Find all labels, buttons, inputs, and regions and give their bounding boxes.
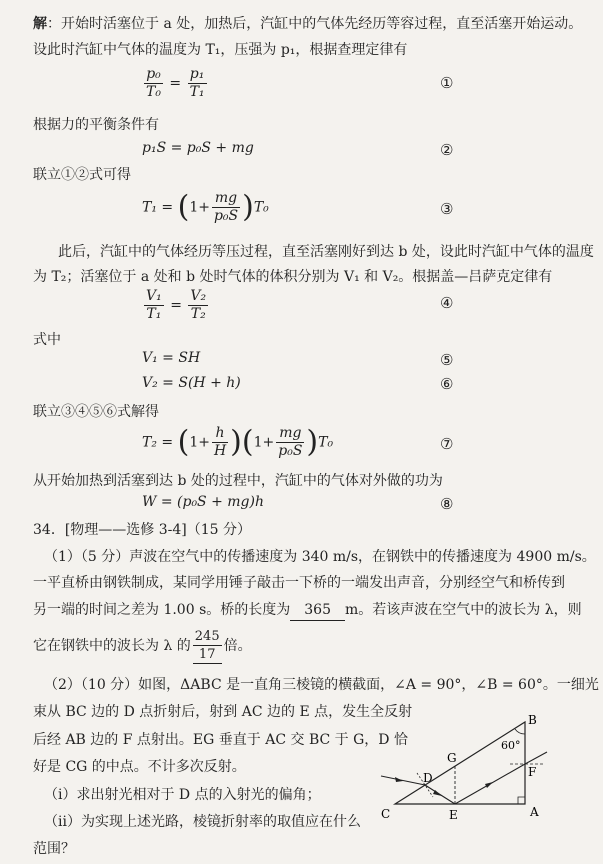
solution-line-7: 式中 [33,332,61,348]
eq4-den-left: T₁ [146,306,162,322]
problem34-part2-line1: （2）（10 分）如图，ΔABC 是一直角三棱镜的横截面，∠A = 90°，∠B = 60°。一细光 [44,677,599,693]
eq3-num: mg [212,190,240,208]
incident-arrow [395,777,403,782]
solution-line-8: 联立③④⑤⑥式解得 [33,404,159,420]
equation-3: T₁ = (1+ $\frac{mg}{\text{p₀S}}$ )T₀ [142,189,269,225]
eq7-num-2: mg [276,425,304,443]
problem34-part1-line2: 一平直桥由钢铁制成，某同学用锤子敲击一下桥的一端发出声音，分别经空气和桥传到 [33,575,565,591]
right-angle-mark [518,797,525,804]
prism-figure [375,712,575,827]
eq3-lhs: T₁ = [142,199,174,216]
angle-b-arc [515,729,525,734]
eq4-mark: ④ [440,294,454,312]
problem34-part2-line4: 好是 CG 的中点。不计多次反射。 [33,759,246,775]
label-d: D [423,771,433,785]
equation-7: T₂ = (1+ $\frac{h}{H}$ )(1+ $\frac{mg}{\text{p₀S}}$ )T₀ [142,424,334,460]
eq6-mark: ⑥ [440,375,454,393]
eq7-den-1: H [213,443,227,459]
eq1-equals: = [169,75,182,92]
label-angle-b: 60° [501,739,521,752]
problem34-part2-line3: 后经 AB 边的 F 点射出。EG 垂直于 AC 交 BC 于 G，D 恰 [33,732,408,748]
solution-line-1-text: ：开始时活塞位于 a 处，加热后，汽缸中的气体先经历等容过程，直至活塞开始运动。 [47,16,583,32]
problem34-question-ii-cont: 范围？ [33,841,75,857]
equation-8: W = (p₀S + mg)h [142,494,264,510]
eq7-one-1: 1+ [189,434,210,451]
answer-ratio-den: 17 [193,646,222,664]
problem34-heading: 34．[物理——选修 3-4]（15 分） [33,522,251,538]
eq7-num-1: h [212,425,228,443]
solution-line-5: 此后，汽缸中的气体经历等压过程，直至活塞刚好到达 b 处，设此时汽缸中气体的温度 [58,244,594,260]
eq4-den-right: T₂ [190,306,206,322]
label-c: C [381,807,391,821]
answer-ratio-num: 245 [194,629,220,644]
equation-1 [142,66,209,101]
ray-e-f-arrow [485,782,493,788]
solution-line-9: 从开始加热到活塞到达 b 处的过程中，汽缸中的气体对外做的功为 [33,473,443,489]
problem34-part1-line4 [33,628,252,664]
eq1-den-right: T₁ [189,84,205,100]
eq1-num-left: p₀ [144,66,163,84]
eq4-num-right: V₂ [190,288,207,304]
label-e: E [449,808,458,822]
eq3-tail: T₀ [253,199,269,216]
eq2-mark: ② [440,141,454,159]
eq1-den-left: T₀ [146,84,161,100]
solution-line-2: 设此时汽缸中气体的温度为 T₁，压强为 p₁，根据查理定律有 [33,42,408,58]
eq4-equals: = [170,297,182,314]
equation-4 [142,288,210,323]
label-a: A [530,805,539,819]
answer-bridge-length: 365 [290,600,345,621]
eq7-den-2: p₀S [278,443,303,459]
label-b: B [528,713,537,727]
exit-ray [525,752,547,764]
eq7-one-2: 1+ [253,434,275,451]
equation-5: V₁ = SH [142,350,201,366]
solution-line-1 [33,14,582,34]
equation-6: V₂ = S(H + h) [142,375,241,391]
eq3-den: p₀S [213,208,239,224]
part1-line4-a: 它在钢铁中的波长为 λ 的 [33,638,191,654]
solution-lead: 解 [33,16,47,32]
problem34-part1-line3 [33,600,582,621]
problem34-part1-line1: （1）（5 分）声波在空气中的传播速度为 340 m/s，在钢铁中的传播速度为 4900 m/s。 [44,549,596,565]
eq7-lhs: T₂ = [142,434,174,451]
eq3-one: 1+ [189,199,210,216]
eq5-mark: ⑤ [440,351,454,369]
eq1-num-right: p₁ [188,66,207,84]
problem34-question-i: （i）求出射光相对于 D 点的入射光的偏角； [44,787,321,803]
solution-line-3: 根据力的平衡条件有 [33,117,159,133]
solution-line-6: 为 T₂；活塞位于 a 处和 b 处时气体的体积分别为 V₁ 和 V₂。根据盖—吕萨克定律有 [33,269,553,285]
solution-line-4: 联立①②式可得 [33,167,131,183]
eq3-mark: ③ [440,200,454,218]
incident-ray [381,776,425,785]
label-f: F [528,765,537,779]
part1-line3-b: m。若该声波在空气中的波长为 λ，则 [345,602,582,618]
part1-line3-a: 另一端的时间之差为 1.00 s。桥的长度为 [33,602,291,618]
equation-2: p₁S = p₀S + mg [142,140,254,156]
eq7-mark: ⑦ [440,435,454,453]
part1-line4-b: 倍。 [223,638,252,654]
prism-triangle [395,722,525,804]
eq7-tail: T₀ [318,434,334,451]
eq8-mark: ⑧ [440,495,454,513]
eq4-num-left: V₁ [146,288,162,304]
problem34-part2-line2: 束从 BC 边的 D 点折射后，射到 AC 边的 E 点，发生全反射 [33,704,413,720]
label-g: G [447,751,457,765]
eq1-mark: ① [440,74,454,92]
problem34-question-ii: （ii）为实现上述光路，棱镜折射率的取值应在什么 [44,814,361,830]
